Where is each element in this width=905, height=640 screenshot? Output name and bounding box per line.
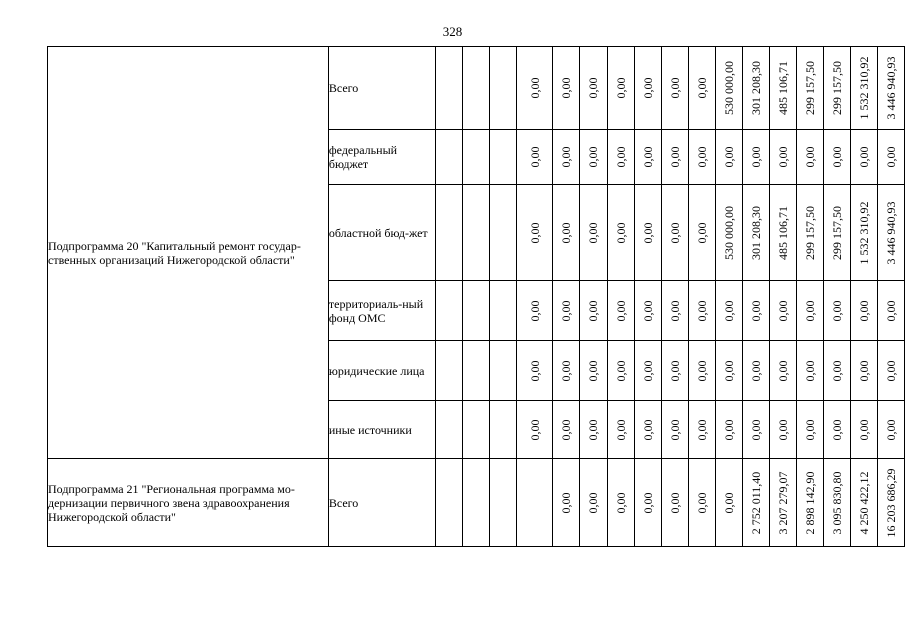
value-text: 2 752 011,40 xyxy=(748,471,763,534)
value-cell xyxy=(607,185,634,281)
value-cell xyxy=(877,185,904,281)
value-text: 0,00 xyxy=(694,300,709,321)
value-text: 0,00 xyxy=(802,419,817,440)
value-cell xyxy=(580,185,607,281)
value-cell xyxy=(742,401,769,459)
value-cell xyxy=(580,341,607,401)
value-cell xyxy=(553,130,580,185)
value-cell xyxy=(769,341,796,401)
value-cell xyxy=(634,47,661,130)
value-text: 0,00 xyxy=(883,419,898,440)
value-cell xyxy=(489,47,516,130)
value-text: 0,00 xyxy=(694,360,709,381)
value-text: 0,00 xyxy=(883,300,898,321)
value-text: 0,00 xyxy=(829,419,844,440)
value-cell xyxy=(796,281,823,341)
value-cell xyxy=(489,459,516,547)
value-cell xyxy=(688,341,715,401)
value-cell xyxy=(607,47,634,130)
value-cell xyxy=(877,281,904,341)
value-cell xyxy=(769,47,796,130)
value-cell xyxy=(769,130,796,185)
value-cell xyxy=(435,47,462,130)
value-text: 3 446 940,93 xyxy=(883,201,898,264)
value-cell xyxy=(850,341,877,401)
value-text: 0,00 xyxy=(613,492,628,513)
value-cell xyxy=(516,281,553,341)
value-cell xyxy=(715,341,742,401)
value-text: 2 898 142,90 xyxy=(802,471,817,534)
value-cell xyxy=(850,459,877,547)
value-text: 0,00 xyxy=(829,300,844,321)
value-cell xyxy=(607,341,634,401)
value-cell xyxy=(661,401,688,459)
value-cell xyxy=(688,185,715,281)
value-cell xyxy=(607,459,634,547)
value-text: 0,00 xyxy=(721,146,736,168)
value-text: 0,00 xyxy=(586,222,601,243)
value-cell xyxy=(435,185,462,281)
value-text: 0,00 xyxy=(829,360,844,381)
value-cell xyxy=(553,185,580,281)
funding-source: юридические лица xyxy=(328,341,435,401)
value-text: 0,00 xyxy=(667,77,682,99)
value-text: 0,00 xyxy=(613,300,628,321)
value-cell xyxy=(688,401,715,459)
value-cell xyxy=(435,341,462,401)
value-cell xyxy=(462,47,489,130)
value-cell xyxy=(516,130,553,185)
funding-source: федеральный бюджет xyxy=(328,130,435,185)
value-text: 0,00 xyxy=(613,360,628,381)
value-cell xyxy=(823,459,850,547)
funding-source: территориаль-ный фонд ОМС xyxy=(328,281,435,341)
value-cell xyxy=(580,130,607,185)
value-text: 0,00 xyxy=(721,300,736,321)
value-cell xyxy=(661,281,688,341)
value-text: 0,00 xyxy=(775,300,790,321)
value-cell xyxy=(877,459,904,547)
value-text: 301 208,30 xyxy=(748,61,763,115)
value-text: 0,00 xyxy=(640,77,655,99)
value-text: 0,00 xyxy=(721,492,736,513)
value-text: 485 106,71 xyxy=(775,61,790,115)
value-cell xyxy=(553,459,580,547)
value-cell xyxy=(796,401,823,459)
value-text: 0,00 xyxy=(586,146,601,168)
value-text: 0,00 xyxy=(527,146,542,168)
value-text: 0,00 xyxy=(527,300,542,321)
value-text: 0,00 xyxy=(856,360,871,381)
value-text: 0,00 xyxy=(640,360,655,381)
value-cell xyxy=(516,185,553,281)
value-cell xyxy=(516,47,553,130)
value-cell xyxy=(661,47,688,130)
value-text: 0,00 xyxy=(721,419,736,440)
value-cell xyxy=(850,47,877,130)
value-cell xyxy=(580,47,607,130)
value-cell xyxy=(462,281,489,341)
value-cell xyxy=(823,341,850,401)
value-cell xyxy=(607,130,634,185)
value-text: 0,00 xyxy=(559,419,574,440)
value-cell xyxy=(742,459,769,547)
value-text: 0,00 xyxy=(527,222,542,243)
value-cell xyxy=(634,130,661,185)
value-text: 0,00 xyxy=(667,492,682,513)
value-text: 0,00 xyxy=(640,300,655,321)
value-cell xyxy=(823,130,850,185)
value-text: 0,00 xyxy=(694,419,709,440)
value-cell xyxy=(823,185,850,281)
value-cell xyxy=(489,281,516,341)
value-cell xyxy=(850,130,877,185)
value-text: 3 095 830,80 xyxy=(829,471,844,534)
value-cell xyxy=(435,281,462,341)
value-cell xyxy=(688,130,715,185)
value-text: 0,00 xyxy=(640,222,655,243)
value-cell xyxy=(553,47,580,130)
value-cell xyxy=(769,281,796,341)
value-text: 0,00 xyxy=(559,77,574,99)
value-text: 0,00 xyxy=(856,419,871,440)
value-text: 0,00 xyxy=(883,360,898,381)
value-text: 485 106,71 xyxy=(775,205,790,260)
table-row xyxy=(48,47,905,130)
value-text: 3 446 940,93 xyxy=(883,56,898,120)
page-number: 328 xyxy=(442,24,463,39)
funding-source: Всего xyxy=(328,459,435,547)
value-text: 3 207 279,07 xyxy=(775,471,790,534)
value-cell xyxy=(607,401,634,459)
value-text: 0,00 xyxy=(586,360,601,381)
value-text: 0,00 xyxy=(586,77,601,99)
value-text: 0,00 xyxy=(721,360,736,381)
value-cell xyxy=(661,459,688,547)
value-text: 4 250 422,12 xyxy=(856,471,871,534)
value-cell xyxy=(823,401,850,459)
value-cell xyxy=(553,281,580,341)
value-text: 299 157,50 xyxy=(802,61,817,115)
value-cell xyxy=(715,401,742,459)
value-cell xyxy=(462,341,489,401)
value-text: 0,00 xyxy=(667,222,682,243)
value-text: 0,00 xyxy=(748,360,763,381)
value-cell xyxy=(823,47,850,130)
value-text: 299 157,50 xyxy=(802,205,817,260)
value-text: 0,00 xyxy=(559,360,574,381)
value-text: 0,00 xyxy=(559,146,574,168)
value-cell xyxy=(715,281,742,341)
value-text: 0,00 xyxy=(613,222,628,243)
value-text: 0,00 xyxy=(527,360,542,381)
funding-source: Всего xyxy=(328,47,435,130)
program-name-cell xyxy=(48,459,329,547)
value-cell xyxy=(661,185,688,281)
value-cell xyxy=(489,185,516,281)
value-text: 0,00 xyxy=(559,492,574,513)
value-cell xyxy=(796,459,823,547)
value-text: 0,00 xyxy=(748,300,763,321)
value-text: 0,00 xyxy=(613,419,628,440)
value-cell xyxy=(742,130,769,185)
value-text: 0,00 xyxy=(613,77,628,99)
value-text: 530 000,00 xyxy=(721,61,736,115)
value-cell xyxy=(796,47,823,130)
value-cell xyxy=(435,401,462,459)
budget-table xyxy=(47,46,905,547)
value-text: 0,00 xyxy=(775,360,790,381)
value-cell xyxy=(688,459,715,547)
value-cell xyxy=(435,459,462,547)
value-text: 0,00 xyxy=(559,222,574,243)
value-cell xyxy=(877,341,904,401)
program-name: Подпрограмма 21 "Региональная программа мо-дернизации первичного звена здравоохранения Нижегородской области" xyxy=(48,481,295,524)
value-cell xyxy=(823,281,850,341)
value-text: 0,00 xyxy=(694,222,709,243)
value-cell xyxy=(489,130,516,185)
value-cell xyxy=(489,401,516,459)
value-cell xyxy=(877,130,904,185)
value-text: 0,00 xyxy=(856,300,871,321)
value-cell xyxy=(634,459,661,547)
value-cell xyxy=(661,341,688,401)
value-cell xyxy=(715,185,742,281)
value-cell xyxy=(715,459,742,547)
value-cell xyxy=(462,185,489,281)
value-cell xyxy=(516,401,553,459)
value-text: 0,00 xyxy=(586,300,601,321)
value-cell xyxy=(715,130,742,185)
value-cell xyxy=(553,401,580,459)
value-cell xyxy=(634,401,661,459)
value-cell xyxy=(850,401,877,459)
value-text: 0,00 xyxy=(856,146,871,168)
value-cell xyxy=(796,341,823,401)
value-cell xyxy=(634,341,661,401)
value-text: 0,00 xyxy=(586,492,601,513)
value-text: 0,00 xyxy=(775,146,790,168)
value-text: 0,00 xyxy=(527,77,542,99)
value-cell xyxy=(462,401,489,459)
value-text: 16 203 686,29 xyxy=(883,468,898,537)
value-text: 0,00 xyxy=(748,419,763,440)
value-cell xyxy=(742,281,769,341)
value-cell xyxy=(769,185,796,281)
value-text: 1 532 310,92 xyxy=(856,56,871,120)
value-cell xyxy=(796,130,823,185)
value-text: 0,00 xyxy=(559,300,574,321)
value-text: 0,00 xyxy=(613,146,628,168)
value-text: 0,00 xyxy=(527,419,542,440)
value-text: 0,00 xyxy=(586,419,601,440)
value-text: 0,00 xyxy=(802,300,817,321)
value-cell xyxy=(435,130,462,185)
value-cell xyxy=(796,185,823,281)
funding-source: областной бюд-жет xyxy=(328,185,435,281)
value-cell xyxy=(769,459,796,547)
funding-source: иные источники xyxy=(328,401,435,459)
value-cell xyxy=(607,281,634,341)
value-text: 0,00 xyxy=(640,419,655,440)
value-text: 0,00 xyxy=(775,419,790,440)
value-cell xyxy=(661,130,688,185)
value-cell xyxy=(688,281,715,341)
value-text: 0,00 xyxy=(883,146,898,168)
value-text: 0,00 xyxy=(667,360,682,381)
value-cell xyxy=(850,185,877,281)
value-text: 0,00 xyxy=(802,360,817,381)
value-text: 0,00 xyxy=(694,146,709,168)
program-name-cell xyxy=(48,47,329,459)
value-cell xyxy=(553,341,580,401)
value-cell xyxy=(715,47,742,130)
value-text: 0,00 xyxy=(667,146,682,168)
value-text: 0,00 xyxy=(802,146,817,168)
value-text: 0,00 xyxy=(667,300,682,321)
value-cell xyxy=(742,341,769,401)
value-text: 0,00 xyxy=(829,146,844,168)
value-cell xyxy=(489,341,516,401)
value-cell xyxy=(580,459,607,547)
value-cell xyxy=(580,281,607,341)
value-cell xyxy=(769,401,796,459)
value-text: 1 532 310,92 xyxy=(856,201,871,264)
value-text: 0,00 xyxy=(640,492,655,513)
value-text: 299 157,50 xyxy=(829,61,844,115)
value-text: 0,00 xyxy=(694,492,709,513)
value-text: 0,00 xyxy=(748,146,763,168)
value-cell xyxy=(516,341,553,401)
value-cell xyxy=(688,47,715,130)
value-text: 0,00 xyxy=(667,419,682,440)
value-cell xyxy=(634,281,661,341)
value-cell xyxy=(850,281,877,341)
value-cell xyxy=(462,459,489,547)
value-text: 0,00 xyxy=(694,77,709,99)
value-text: 301 208,30 xyxy=(748,205,763,260)
value-cell xyxy=(580,401,607,459)
value-cell xyxy=(877,401,904,459)
value-cell xyxy=(742,47,769,130)
value-cell xyxy=(877,47,904,130)
value-text: 530 000,00 xyxy=(721,205,736,260)
program-name: Подпрограмма 20 "Капитальный ремонт государ-ственных организаций Нижегородской области" xyxy=(48,238,301,267)
value-cell xyxy=(462,130,489,185)
table-row xyxy=(48,459,905,547)
value-cell xyxy=(516,459,553,547)
value-cell xyxy=(742,185,769,281)
value-text: 0,00 xyxy=(640,146,655,168)
value-text: 299 157,50 xyxy=(829,205,844,260)
value-cell xyxy=(634,185,661,281)
